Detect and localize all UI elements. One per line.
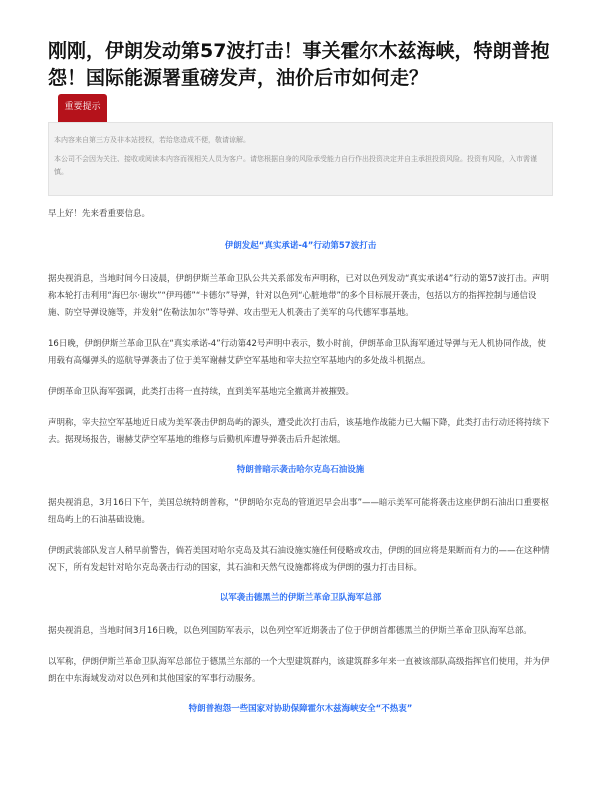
article-title: 刚刚，伊朗发动第57波打击！事关霍尔木兹海峡，特朗普抱怨！国际能源署重磅发声，油价后市如何走？ <box>48 40 550 89</box>
section-heading[interactable]: 特朗普抱怨一些国家对协助保障霍尔木兹海峡安全“不热衷” <box>188 704 413 714</box>
section-heading[interactable]: 伊朗发起“真实承诺-4”行动第57波打击 <box>224 241 377 251</box>
body-paragraph: 伊朗革命卫队海军强调，此类打击将一直持续，直到美军基地完全撤离并被摧毁。 <box>48 387 355 397</box>
disclaimer-box <box>48 122 553 196</box>
important-notice-badge: 重要提示 <box>58 94 107 120</box>
body-paragraph: 16日晚，伊朗伊斯兰革命卫队在“真实承诺-4”行动第42号声明中表示，数小时前，伊朗革命卫队海军通过导弹与无人机协同作战，使用载有高爆弹头的巡航导弹袭击了位于美军谢赫艾萨空军基地和宰夫拉空军基地内的多处战斗机据点。 <box>48 339 546 366</box>
body-paragraph: 伊朗武装部队发言人稍早前警告，倘若美国对哈尔克岛及其石油设施实施任何侵略或攻击，伊朗的回应将是果断而有力的——在这种情况下，所有发起针对哈尔克岛袭击行动的国家，其石油和天然气设施都将成为伊朗的强力打击目标。 <box>48 546 550 573</box>
disclaimer-line: 本内容来自第三方及非本站授权，若给您造成不便，敬请谅解。 <box>54 136 250 144</box>
section-heading[interactable]: 特朗普暗示袭击哈尔克岛石油设施 <box>236 465 365 475</box>
body-paragraph: 声明称，宰夫拉空军基地近日成为美军袭击伊朗岛屿的源头，遭受此次打击后，该基地作战能力已大幅下降，此类打击行动还将持续下去。据现场报告，谢赫艾萨空军基地的维修与后勤机库遭导弹袭击后升起浓烟。 <box>48 418 550 445</box>
body-paragraph: 以军称，伊朗伊斯兰革命卫队海军总部位于德黑兰东部的一个大型建筑群内，该建筑群多年来一直被该部队高级指挥官们使用，并为伊朗在中东海域发动对以色列和其他国家的军事行动服务。 <box>48 657 550 684</box>
greeting-text: 早上好！先来看重要信息。 <box>48 209 151 219</box>
disclaimer-line: 本公司不会因为关注、接收或阅读本内容而视相关人员为客户。请您根据自身的风险承受能力自行作出投资决定并自主承担投资风险。投资有风险，入市需谨慎。 <box>54 155 537 176</box>
body-paragraph: 据央视消息，当地时间3月16日晚，以色列国防军表示，以色列空军近期袭击了位于伊朗首都德黑兰的伊斯兰革命卫队海军总部。 <box>48 626 532 636</box>
article-body <box>48 206 553 734</box>
body-paragraph: 据央视消息，当地时间今日凌晨，伊朗伊斯兰革命卫队公共关系部发布声明称，已对以色列发动“真实承诺4”行动的第57波打击。声明称本轮打击利用“海巴尔·谢坎”“伊玛德”“卡德尔”导弹，针对以色列“心脏地带”的多个目标展开袭击，包括以方的指挥控制与通信设施、防空导弹设施等，并发射“佐勒法加尔”等导弹、攻击型无人机袭击了美军的乌代德军事基地。 <box>48 274 550 318</box>
section-heading[interactable]: 以军袭击德黑兰的伊斯兰革命卫队海军总部 <box>219 593 382 603</box>
body-paragraph: 据央视消息，3月16日下午，美国总统特朗普称，“伊朗哈尔克岛的管道迟早会出事”——暗示美军可能将袭击这座伊朗石油出口重要枢纽岛屿上的石油基础设施。 <box>48 498 550 525</box>
